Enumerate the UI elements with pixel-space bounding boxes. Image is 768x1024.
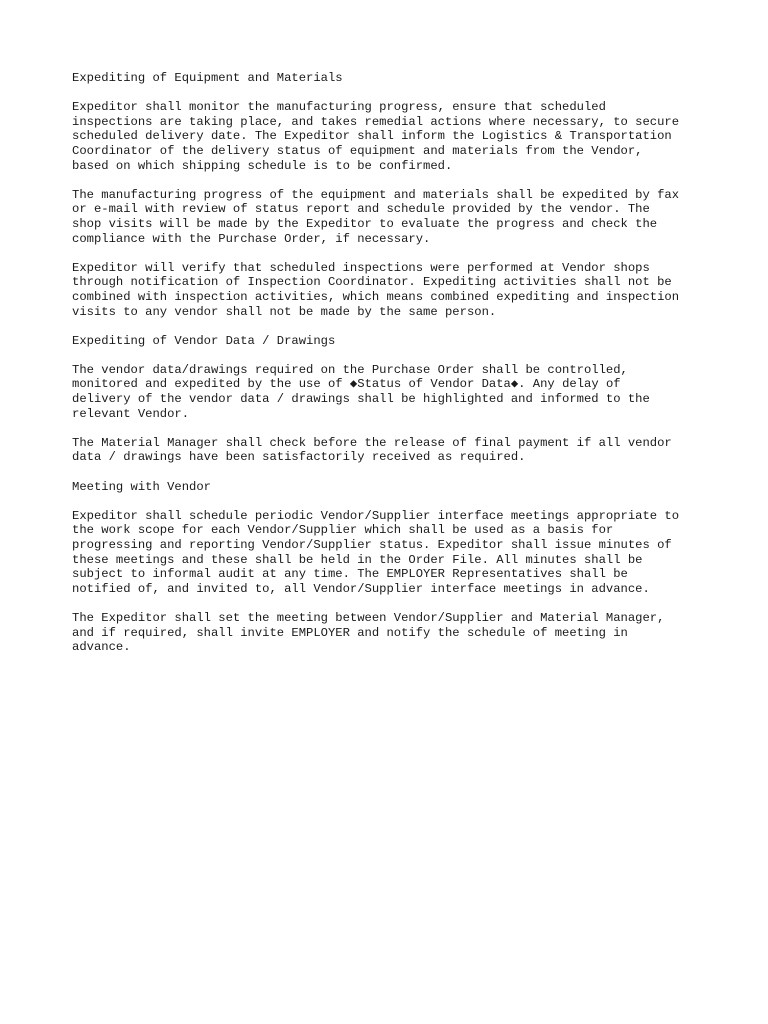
paragraph (72, 188, 712, 246)
paragraph-line: The Material Manager shall check before the release of final payment if all vendor (72, 435, 672, 450)
paragraph-line: subject to informal audit at any time. The EMPLOYER Representatives shall be (72, 567, 628, 582)
paragraph-line: Expeditor shall schedule periodic Vendor/Supplier interface meetings appropriate to (72, 508, 680, 523)
paragraph-line: visits to any vendor shall not be made by the same person. (72, 304, 497, 319)
document-page (72, 71, 712, 669)
paragraph-line: The Expeditor shall set the meeting between Vendor/Supplier and Material Manager, (72, 610, 665, 625)
paragraph-line: notified of, and invited to, all Vendor/Supplier interface meetings in advance. (72, 581, 650, 596)
paragraph-line: these meetings and these shall be held in the Order File. All minutes shall be (72, 552, 643, 567)
section-heading (72, 71, 712, 86)
paragraph-line: The manufacturing progress of the equipment and materials shall be expedited by fax (72, 187, 680, 202)
paragraph (72, 436, 712, 465)
paragraph-line: monitored and expedited by the use of ◆Status of Vendor Data◆. Any delay of (72, 377, 621, 392)
section-heading (72, 334, 712, 349)
paragraph-line: through notification of Inspection Coordinator. Expediting activities shall not be (72, 275, 672, 290)
paragraph-line: delivery of the vendor data / drawings shall be highlighted and informed to the (72, 392, 650, 407)
heading-text: Expediting of Vendor Data / Drawings (72, 333, 336, 348)
section-heading (72, 480, 712, 495)
paragraph-line: shop visits will be made by the Expeditor to evaluate the progress and check the (72, 216, 658, 231)
paragraph-line: Expeditor will verify that scheduled inspections were performed at Vendor shops (72, 260, 650, 275)
paragraph-line: the work scope for each Vendor/Supplier which shall be used as a basis for (72, 523, 614, 538)
paragraph-line: compliance with the Purchase Order, if necessary. (72, 231, 431, 246)
paragraph-line: inspections are taking place, and takes remedial actions where necessary, to secure (72, 114, 680, 129)
paragraph-line: combined with inspection activities, which means combined expediting and inspection (72, 289, 680, 304)
paragraph-line: scheduled delivery date. The Expeditor shall inform the Logistics & Transportation (72, 129, 672, 144)
paragraph-line: and if required, shall invite EMPLOYER and notify the schedule of meeting in (72, 625, 628, 640)
paragraph (72, 100, 712, 173)
paragraph-line: or e-mail with review of status report and schedule provided by the vendor. The (72, 202, 650, 217)
paragraph-line: Expeditor shall monitor the manufacturing progress, ensure that scheduled (72, 100, 606, 115)
paragraph-line: relevant Vendor. (72, 406, 190, 421)
paragraph (72, 509, 712, 597)
paragraph-line: advance. (72, 640, 131, 655)
paragraph (72, 363, 712, 421)
paragraph-line: progressing and reporting Vendor/Supplier status. Expeditor shall issue minutes of (72, 538, 672, 552)
paragraph (72, 611, 712, 655)
paragraph (72, 261, 712, 319)
paragraph-line: data / drawings have been satisfactorily received as required. (72, 450, 526, 465)
paragraph-line: Coordinator of the delivery status of equipment and materials from the Vendor, (72, 143, 643, 158)
heading-text: Meeting with Vendor (72, 479, 211, 494)
heading-text: Expediting of Equipment and Materials (72, 71, 343, 85)
paragraph-line: The vendor data/drawings required on the Purchase Order shall be controlled, (72, 362, 628, 377)
paragraph-line: based on which shipping schedule is to be confirmed. (72, 158, 453, 173)
